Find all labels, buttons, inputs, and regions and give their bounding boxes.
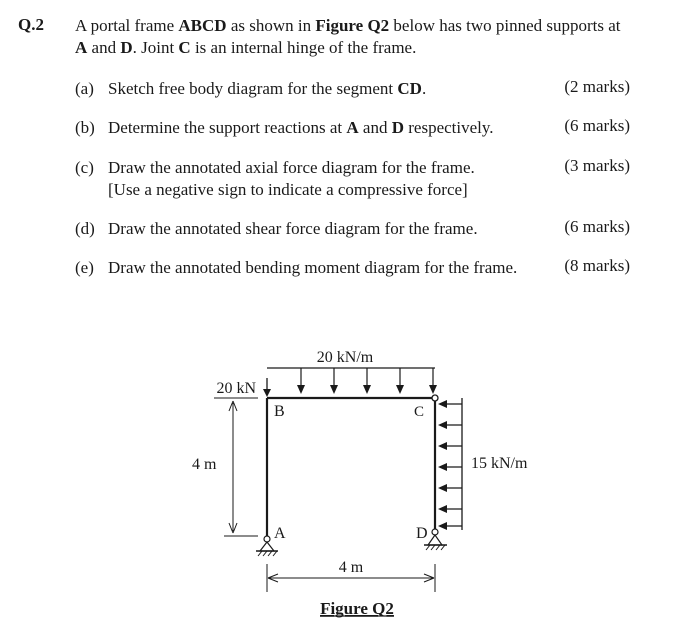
top-udl-arrowhead (429, 385, 437, 394)
part-marks: (2 marks) (564, 77, 630, 96)
top-udl-arrowhead (396, 385, 404, 394)
top-udl-arrowhead (363, 385, 371, 394)
hinge-c (432, 395, 438, 401)
node-label-a: A (274, 525, 286, 542)
bold-text-run: ABCD (178, 16, 227, 35)
question-number: Q.2 (18, 15, 44, 34)
text-run: Draw the annotated bending moment diagram for the frame. (108, 258, 518, 277)
text-run: A portal frame (75, 16, 179, 35)
side-udl-arrows (438, 400, 462, 530)
text-run: Draw the annotated shear force diagram for the frame. (108, 219, 478, 238)
part-label: (c) (75, 158, 94, 177)
text-run: [Use a negative sign to indicate a compressive force] (108, 180, 468, 199)
text-run: and (87, 38, 121, 57)
top-udl-arrowhead (330, 385, 338, 394)
bold-text-run: A (75, 38, 88, 57)
point-load-arrowhead (263, 389, 271, 397)
top-udl (267, 368, 437, 394)
support-d-hatch (426, 545, 445, 550)
bold-text-run: A (346, 118, 359, 137)
text-run: . (421, 79, 427, 98)
frame (267, 395, 438, 536)
part-marks: (3 marks) (564, 156, 630, 175)
part-label: (b) (75, 118, 95, 137)
side-udl-arrowhead (438, 442, 447, 450)
text-run: respectively. (404, 118, 494, 137)
top-udl-arrowhead (297, 385, 305, 394)
point-load-label: 20 kN (216, 380, 256, 397)
node-label-b: B (274, 403, 285, 420)
support-d-triangle (428, 535, 442, 545)
text-run: and (358, 118, 392, 137)
height-dimension (214, 398, 258, 536)
text-run: as shown in (226, 16, 316, 35)
part-marks: (8 marks) (564, 256, 630, 275)
bold-text-run: D (120, 38, 133, 57)
point-load-b (263, 378, 271, 397)
bold-text-run: CD (397, 79, 422, 98)
part-marks: (6 marks) (564, 116, 630, 135)
text-run: . Joint (132, 38, 179, 57)
support-a-triangle (260, 542, 274, 551)
figure-caption: Figure Q2 (320, 599, 394, 618)
text-run: below has two pinned supports at (389, 16, 621, 35)
bold-text-run: C (178, 38, 191, 57)
support-a-hatch (258, 551, 277, 556)
side-udl-arrowhead (438, 484, 447, 492)
text-run: Determine the support reactions at (108, 118, 347, 137)
side-udl-arrowhead (438, 522, 447, 530)
side-udl-arrowhead (438, 463, 447, 471)
node-label-d: D (416, 525, 428, 542)
side-udl-arrowhead (438, 421, 447, 429)
text-run: Sketch free body diagram for the segment (108, 79, 398, 98)
side-udl (438, 398, 462, 530)
part-marks: (6 marks) (564, 217, 630, 236)
text-run: Draw the annotated axial force diagram for the frame. (108, 158, 475, 177)
height-dim-label: 4 m (192, 456, 217, 473)
side-udl-arrowhead (438, 400, 447, 408)
bold-text-run: Figure Q2 (315, 16, 390, 35)
text-run: is an internal hinge of the frame. (190, 38, 417, 57)
top-udl-label: 20 kN/m (316, 349, 374, 366)
bold-text-run: D (391, 118, 404, 137)
part-label: (e) (75, 258, 94, 277)
node-label-c: C (414, 404, 425, 420)
span-dim-label: 4 m (338, 559, 364, 576)
part-label: (a) (75, 79, 94, 98)
side-udl-label: 15 kN/m (471, 455, 528, 472)
part-label: (d) (75, 219, 95, 238)
top-udl-arrows (297, 368, 437, 394)
side-udl-arrowhead (438, 505, 447, 513)
